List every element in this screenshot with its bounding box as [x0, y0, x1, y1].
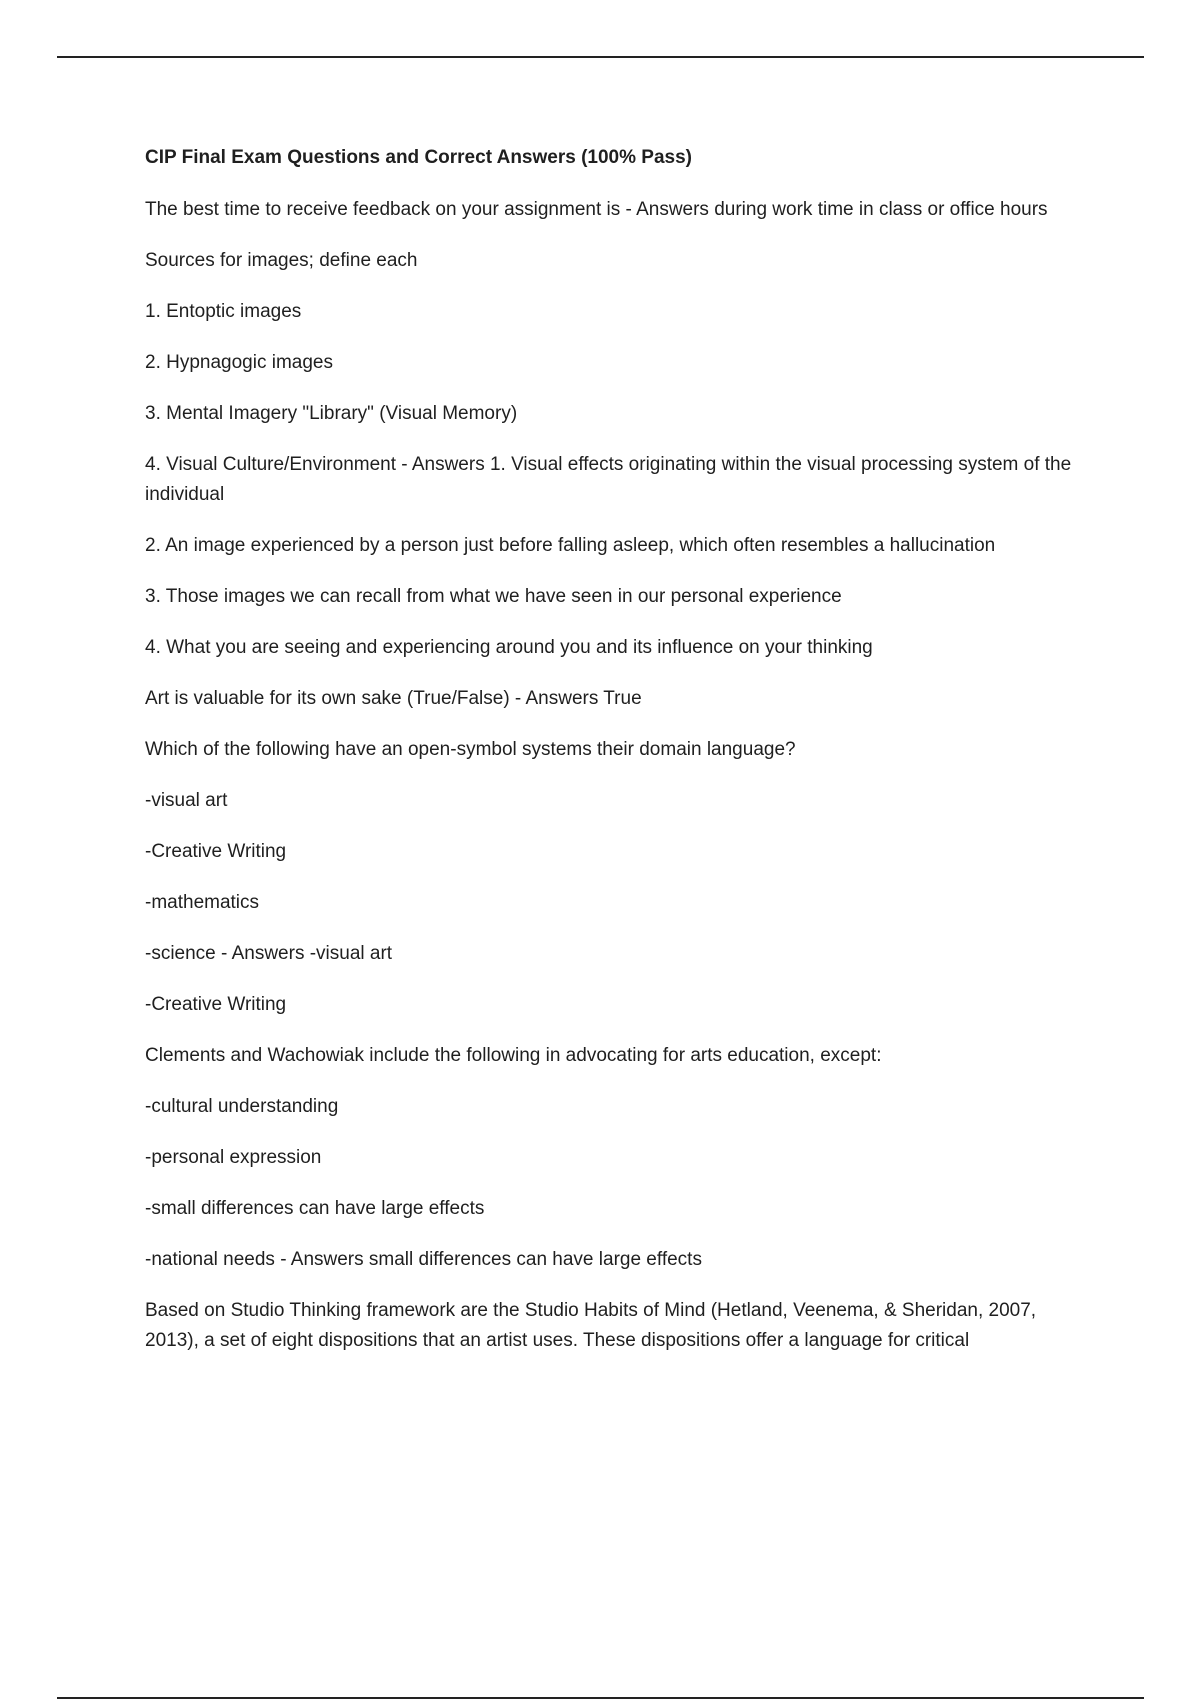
- paragraph: Art is valuable for its own sake (True/False) - Answers True: [145, 688, 642, 709]
- paragraph: Based on Studio Thinking framework are the Studio Habits of Mind (Hetland, Veenema, & Sheridan, 2007, 2013), a set of eight dispositions that an artist uses. These dispositions offer a language for critical: [145, 1300, 1037, 1351]
- footer-rule: [57, 1697, 1144, 1699]
- paragraph: -mathematics: [145, 892, 260, 913]
- paragraph: -national needs - Answers small differences can have large effects: [145, 1249, 702, 1270]
- paragraph: 1. Entoptic images: [145, 301, 302, 322]
- document-title: CIP Final Exam Questions and Correct Answers (100% Pass): [145, 147, 692, 168]
- paragraph: Which of the following have an open-symbol systems their domain language?: [145, 739, 796, 760]
- paragraph: 4. What you are seeing and experiencing around you and its influence on your thinking: [145, 637, 873, 658]
- paragraph: 2. An image experienced by a person just before falling asleep, which often resembles a hallucination: [145, 535, 996, 556]
- paragraph: -Creative Writing: [145, 841, 287, 862]
- paragraph: -visual art: [145, 790, 228, 811]
- paragraph: -Creative Writing: [145, 994, 287, 1015]
- paragraph: The best time to receive feedback on your assignment is - Answers during work time in class or office hours: [145, 199, 1048, 220]
- paragraph: 3. Mental Imagery "Library" (Visual Memory): [145, 403, 518, 424]
- paragraph: -small differences can have large effects: [145, 1198, 485, 1219]
- paragraph: -personal expression: [145, 1147, 322, 1168]
- header-rule: [57, 56, 1144, 58]
- paragraph: 3. Those images we can recall from what we have seen in our personal experience: [145, 586, 842, 607]
- paragraph: 4. Visual Culture/Environment - Answers 1. Visual effects originating within the visual processing system of the individual: [145, 454, 1072, 505]
- document-body: [145, 143, 1090, 1377]
- paragraph: 2. Hypnagogic images: [145, 352, 333, 373]
- paragraph: -science - Answers -visual art: [145, 943, 393, 964]
- paragraph: Clements and Wachowiak include the following in advocating for arts education, except:: [145, 1045, 882, 1066]
- paragraph: -cultural understanding: [145, 1096, 339, 1117]
- paragraph: Sources for images; define each: [145, 250, 418, 271]
